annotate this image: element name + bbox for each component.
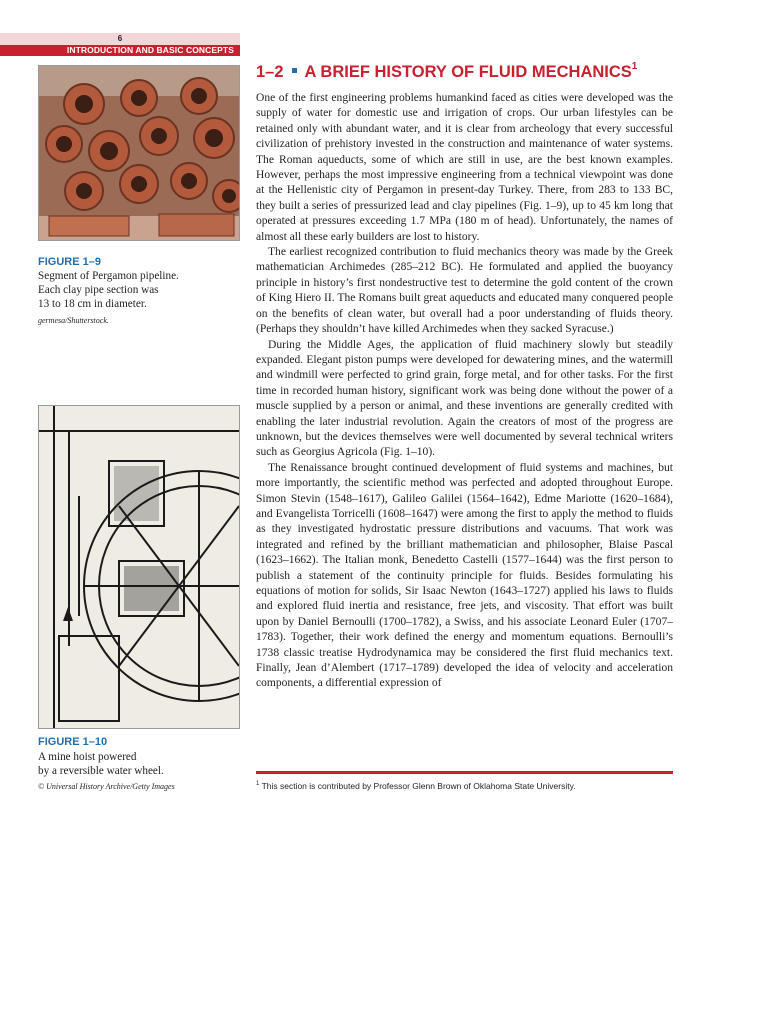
- footnote-mark: 1: [631, 61, 638, 72]
- square-bullet-icon: [292, 68, 297, 73]
- page-number: 6: [0, 33, 240, 45]
- paragraph: The Renaissance brought continued development of fluid systems and machines, but more importantly, the scientific method was perfected and adopted throughout Europe. Simon Stevin (1548–1617), Galileo Galilei (1564–1642), Edme Mariotte (1620–1684), and Evangelista Torricelli (1608–1647) were among the first to apply the method to fluids as they investigated hydrostatic pressure distributions and vacuums. That work was integrated and refined by the brilliant mathematician and philosopher, Blaise Pascal (1623–1662). The Italian monk, Benedetto Castelli (1577–1644) was the first person to publish a statement of the continuity principle for fluids. Besides formulating his equations of motion for solids, Sir Isaac Newton (1643–1727) applied his laws to fluids and explored fluid inertia and resistance, free jets, and viscosity. That effort was built upon by Daniel Bernoulli (1700–1782), a Swiss, and his associate Leonard Euler (1707–1783). Together, their work defined the energy and momentum equations. Bernoulli’s 1738 classic treatise Hydrodynamica may be considered the first fluid mechanics text. Finally, Jean d’Alembert (1717–1789) developed the idea of velocity and acceleration components, a differential expression of: [256, 461, 673, 690]
- figure-1-10-credit: © Universal History Archive/Getty Images: [38, 782, 175, 791]
- chapter-header: INTRODUCTION AND BASIC CONCEPTS: [0, 45, 240, 56]
- paragraph: One of the first engineering problems humankind faced as cities were developed was the supply of water for domestic use and irrigation of crops. Our urban lifestyles can be retained only with abundant water, and it is clear from archeology that every successful civilization of prehistory invested in the construction and maintenance of water systems. The Roman aqueducts, some of which are still in use, are the best known examples. However, perhaps the most impressive engineering from a technical viewpoint was done at the Hellenistic city of Pergamon in present-day Turkey. There, from 283 to 133 BC, they built a series of pressurized lead and clay pipelines (Fig. 1–9), up to 45 km long that operated at pressures exceeding 1.7 MPa (180 m of head). Unfortunately, the names of almost all these early builders are lost to history.: [256, 92, 673, 243]
- figure-1-10-label: FIGURE 1–10: [38, 736, 108, 748]
- section-title-text: A BRIEF HISTORY OF FLUID MECHANICS: [304, 63, 632, 81]
- mine-hoist-woodcut: [38, 405, 240, 729]
- figure-1-9-credit: germesa/Shutterstock.: [38, 316, 109, 325]
- figure-1-9-label: FIGURE 1–9: [38, 256, 101, 268]
- section-number: 1–2: [256, 63, 284, 81]
- paragraph: During the Middle Ages, the application of fluid machinery slowly but steadily expanded. Elegant piston pumps were developed for dewatering mines, and the watermill and windmill were perfected to grind grain, forge metal, and for other tasks. For the first time in recorded human history, significant work was being done without the power of a muscle supplied by a person or animal, and these inventions are generally credited with enabling the later industrial revolution. Again the creators of most of the progress are unknown, but the devices themselves were well documented by several technical writers such as Georgius Agricola (Fig. 1–10).: [256, 338, 673, 459]
- figure-1-9-caption: Segment of Pergamon pipeline. Each clay pipe section was 13 to 18 cm in diameter.: [38, 270, 179, 310]
- footnote: $^1$ This section is contributed by Professor Glenn Brown of Oklahoma State University.: [256, 781, 576, 791]
- footnote-rule: [256, 771, 673, 774]
- section-title: [256, 63, 676, 82]
- pergamon-pipeline-photo: [38, 65, 240, 241]
- figure-1-10-caption: A mine hoist powered by a reversible water wheel.: [38, 751, 164, 777]
- paragraph: The earliest recognized contribution to fluid mechanics theory was made by the Greek mathematician Archimedes (285–212 BC). He formulated and applied the buoyancy principle in history’s first nondestructive test to determine the gold content of the crown of King Hiero II. The Romans built great aqueducts and educated many conquered people on the benefits of clean water, but overall had a poor understanding of fluids theory. (Perhaps they shouldn’t have killed Archimedes when they sacked Syracuse.): [256, 246, 673, 336]
- body-text: [256, 91, 673, 692]
